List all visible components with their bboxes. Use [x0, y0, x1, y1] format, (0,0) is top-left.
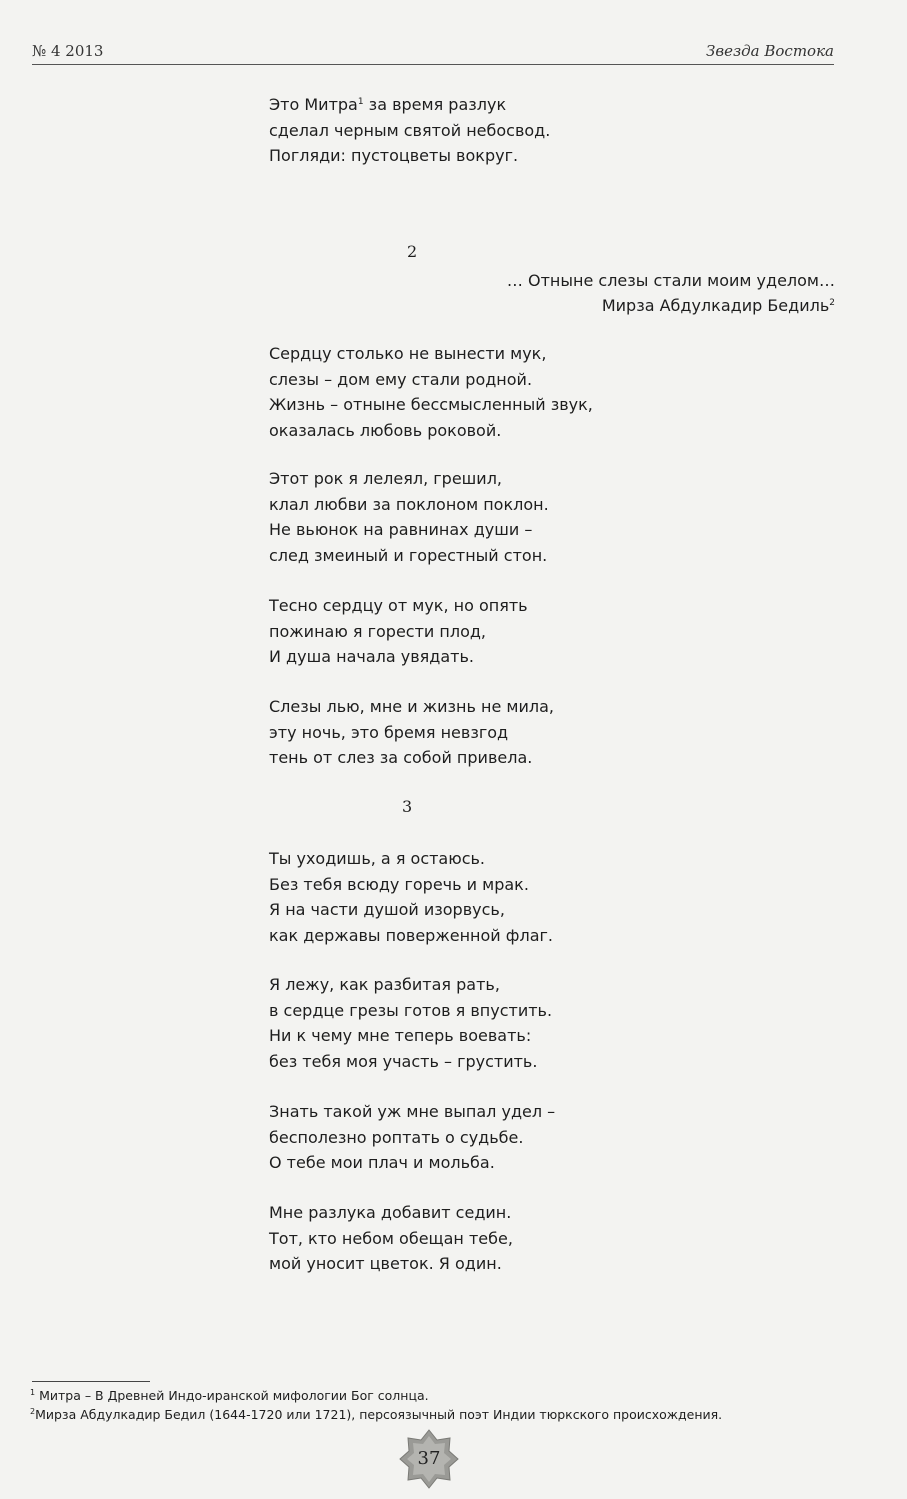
poem-line: мой уносит цветок. Я один. — [269, 1254, 502, 1273]
header-rule — [32, 64, 834, 65]
section-number: 2 — [407, 242, 418, 261]
epigraph — [507, 268, 835, 318]
poem-line: эту ночь, это бремя невзгод — [269, 722, 509, 742]
poem-line: Жизнь – отныне бессмысленный звук, — [269, 395, 593, 414]
epigraph-author: Мирза Абдулкадир Бедиль$^2$ — [601, 296, 835, 315]
stanza — [269, 972, 689, 1074]
poem-line: Сердцу столько не вынести мук, — [269, 344, 547, 363]
poem-line: Ни к чему мне теперь воевать: — [269, 1026, 532, 1045]
section-2-poem — [269, 341, 689, 443]
poem-line: клал любви за поклоном поклон. — [269, 494, 549, 514]
poem-line: Тот, кто небом обещан тебе, — [269, 1228, 513, 1248]
poem-line: без тебя моя участь – грустить. — [269, 1051, 538, 1071]
issue-number: № 4 2013 — [32, 42, 104, 60]
page-number: 37 — [417, 1448, 441, 1469]
poem-line: Это Митра$^1$ за время разлук — [269, 95, 507, 114]
footnote-rule — [32, 1381, 150, 1382]
poem-line: Мне разлука добавит седин. — [269, 1203, 512, 1222]
poem-line: Ты уходишь, а я остаюсь. — [269, 849, 486, 868]
running-header — [32, 38, 834, 64]
stanza — [269, 694, 689, 771]
poem-line: Без тебя всюду горечь и мрак. — [269, 874, 529, 894]
stanza — [269, 466, 689, 568]
section-2-poem — [269, 466, 689, 568]
section-2-poem — [269, 593, 689, 670]
footnote: $^1$ Митра – В Древней Индо-иранской мифологии Бог солнца. — [30, 1388, 429, 1403]
poem-line: сделал черным святой небосвод. — [269, 120, 551, 140]
poem-line: О тебе мои плач и мольба. — [269, 1153, 495, 1172]
footnote-ref: 2 — [829, 298, 835, 308]
section-2-poem — [269, 694, 689, 771]
poem-line: оказалась любовь роковой. — [269, 420, 502, 440]
section-number: 3 — [402, 797, 413, 816]
poem-line: Не вьюнок на равнинах души – — [269, 520, 533, 539]
footnotes — [30, 1386, 722, 1424]
poem-line: Знать такой уж мне выпал удел – — [269, 1102, 556, 1121]
stanza — [269, 341, 689, 443]
footnote-ref: 1 — [357, 97, 364, 107]
poem-line: И душа начала увядать. — [269, 647, 474, 666]
poem-line: в сердце грезы готов я впустить. — [269, 1000, 553, 1020]
poem-intro — [269, 92, 689, 169]
poem-line: пожинаю я горести плод, — [269, 621, 487, 641]
section-3-poem — [269, 1099, 689, 1176]
section-3-poem — [269, 1200, 689, 1277]
stanza — [269, 1200, 689, 1277]
section-3-poem — [269, 846, 689, 948]
poem-line: Я на части душой изорвусь, — [269, 900, 505, 919]
poem-line: тень от слез за собой привела. — [269, 748, 533, 767]
poem-line: Тесно сердцу от мук, но опять — [269, 596, 528, 615]
poem-line: бесполезно роптать о судьбе. — [269, 1127, 524, 1147]
epigraph-quote: … Отныне слезы стали моим уделом… — [506, 271, 835, 290]
footnote: $^2$Мирза Абдулкадир Бедил (1644-1720 или 1721), персоязычный поэт Индии тюркского происхождения. — [30, 1407, 723, 1422]
poem-line: Этот рок я лелеял, грешил, — [269, 469, 503, 488]
poem-line: Я лежу, как разбитая рать, — [269, 975, 500, 994]
section-3-poem — [269, 972, 689, 1074]
stanza — [269, 593, 689, 670]
stanza — [269, 1099, 689, 1176]
poem-line: Погляди: пустоцветы вокруг. — [269, 146, 519, 165]
poem-line: слезы – дом ему стали родной. — [269, 369, 533, 389]
journal-title: Звезда Востока — [706, 42, 834, 60]
poem-line: Слезы лью, мне и жизнь не мила, — [269, 697, 554, 716]
stanza — [269, 846, 689, 948]
poem-line: как державы поверженной флаг. — [269, 925, 553, 945]
poem-line: след змеиный и горестный стон. — [269, 545, 548, 565]
